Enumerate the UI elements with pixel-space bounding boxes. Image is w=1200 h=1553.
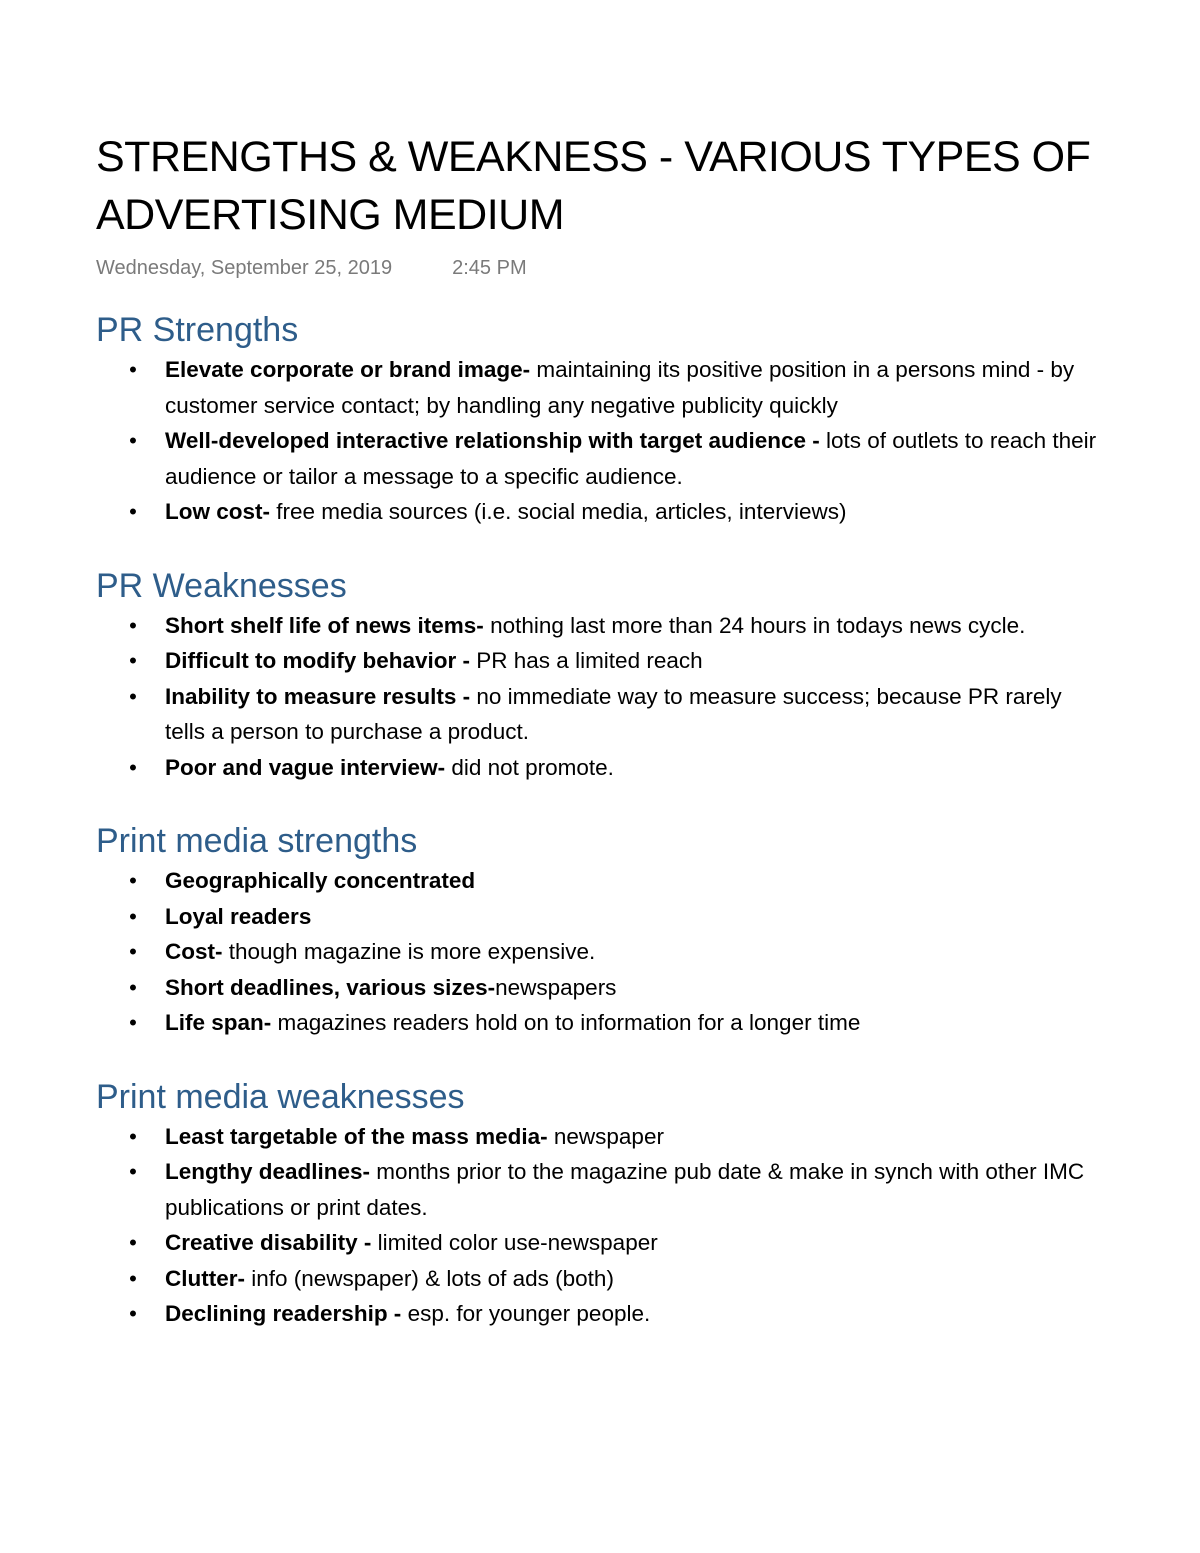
item-description: newspaper (547, 1123, 664, 1149)
bullet-dot-icon: • (129, 357, 137, 382)
bullet-list (96, 352, 1106, 530)
item-term: Cost- (165, 939, 223, 964)
item-description: newspapers (495, 974, 617, 1000)
item-term: Elevate corporate or brand image- (165, 357, 531, 382)
bullet-list (96, 863, 1106, 1041)
item-description: info (newspaper) & lots of ads (both) (245, 1265, 614, 1291)
list-item (96, 1261, 1106, 1297)
bullet-dot-icon: • (129, 428, 137, 453)
item-description: free media sources (i.e. social media, articles, interviews) (270, 499, 847, 524)
bullet-dot-icon: • (129, 499, 137, 524)
title-line-1: STRENGTHS & WEAKNESS - VARIOUS TYPES OF (96, 133, 1091, 181)
item-description: though magazine is more expensive. (222, 939, 596, 964)
bullet-dot-icon: • (129, 868, 137, 893)
bullet-dot-icon: • (129, 1010, 137, 1035)
bullet-list (96, 1119, 1106, 1332)
item-description: maintaining its positive position in a persons mind - by customer service contact; by handling any negative publicity quickly (165, 357, 1075, 418)
item-term: Short shelf life of news items- (165, 612, 484, 638)
sections-container (96, 308, 1106, 1332)
bullet-dot-icon: • (129, 939, 137, 964)
list-item (96, 1005, 1106, 1041)
list-item (96, 1119, 1106, 1155)
item-description: no immediate way to measure success; because PR rarely tells a person to purchase a product. (165, 683, 1062, 744)
item-description: limited color use-newspaper (371, 1230, 658, 1255)
note-timestamp (96, 254, 1106, 282)
section-heading: Print media strengths (96, 822, 418, 860)
bullet-dot-icon: • (129, 1123, 137, 1149)
bullet-dot-icon: • (129, 612, 137, 638)
bullet-dot-icon: • (129, 974, 137, 1000)
item-description: PR has a limited reach (470, 648, 703, 673)
item-term: Short deadlines, various sizes- (165, 974, 496, 1000)
list-item (96, 863, 1106, 899)
list-item (96, 352, 1106, 423)
item-description: months prior to the magazine pub date & make in synch with other IMC publications or print dates. (165, 1159, 1085, 1220)
item-term: Creative disability - (165, 1230, 372, 1255)
list-item (96, 1225, 1106, 1261)
list-item (96, 643, 1106, 679)
bullet-dot-icon: • (129, 1230, 137, 1255)
bullet-dot-icon: • (129, 648, 137, 673)
item-term: Low cost- (165, 499, 270, 524)
list-item (96, 608, 1106, 644)
item-term: Inability to measure results - (165, 683, 471, 709)
section-pr-weaknesses (96, 564, 1106, 786)
item-term: Well-developed interactive relationship with target audience - (165, 428, 820, 453)
note-date: Wednesday, September 25, 2019 (96, 257, 393, 279)
list-item (96, 679, 1106, 750)
item-term: Poor and vague interview- (165, 754, 446, 780)
item-description: magazines readers hold on to information for a longer time (271, 1010, 861, 1035)
bullet-dot-icon: • (129, 1159, 137, 1184)
bullet-dot-icon: • (129, 1265, 137, 1291)
list-item (96, 1154, 1106, 1225)
item-description: nothing last more than 24 hours in todays news cycle. (483, 612, 1026, 638)
bullet-dot-icon: • (129, 683, 137, 709)
bullet-dot-icon: • (129, 1301, 137, 1326)
item-description: esp. for younger people. (401, 1301, 651, 1326)
title-line-2: ADVERTISING MEDIUM (96, 191, 565, 239)
item-description: did not promote. (445, 754, 614, 780)
item-term: Clutter- (165, 1265, 245, 1291)
item-term: Declining readership - (165, 1301, 402, 1326)
section-pr-strengths (96, 308, 1106, 530)
list-item (96, 423, 1106, 494)
section-print-media-weaknesses (96, 1075, 1106, 1332)
bullet-dot-icon: • (129, 903, 137, 929)
document-page (96, 128, 1106, 1332)
item-term: Loyal readers (165, 903, 312, 929)
document-title (96, 128, 1106, 244)
item-term: Least targetable of the mass media- (165, 1123, 548, 1149)
list-item (96, 934, 1106, 970)
list-item (96, 750, 1106, 786)
section-heading: PR Weaknesses (96, 566, 347, 605)
list-item (96, 899, 1106, 935)
item-term: Lengthy deadlines- (165, 1159, 371, 1184)
section-heading: PR Strengths (96, 311, 299, 349)
item-term: Geographically concentrated (165, 868, 476, 893)
item-term: Life span- (165, 1010, 272, 1035)
list-item (96, 970, 1106, 1006)
bullet-list (96, 608, 1106, 786)
section-heading: Print media weaknesses (96, 1077, 465, 1116)
item-description: lots of outlets to reach their audience or tailor a message to a specific audience. (165, 428, 1097, 489)
bullet-dot-icon: • (129, 754, 137, 780)
list-item (96, 1296, 1106, 1332)
item-term: Difficult to modify behavior - (165, 648, 471, 673)
list-item (96, 494, 1106, 530)
note-time: 2:45 PM (452, 257, 527, 279)
section-print-media-strengths (96, 819, 1106, 1041)
